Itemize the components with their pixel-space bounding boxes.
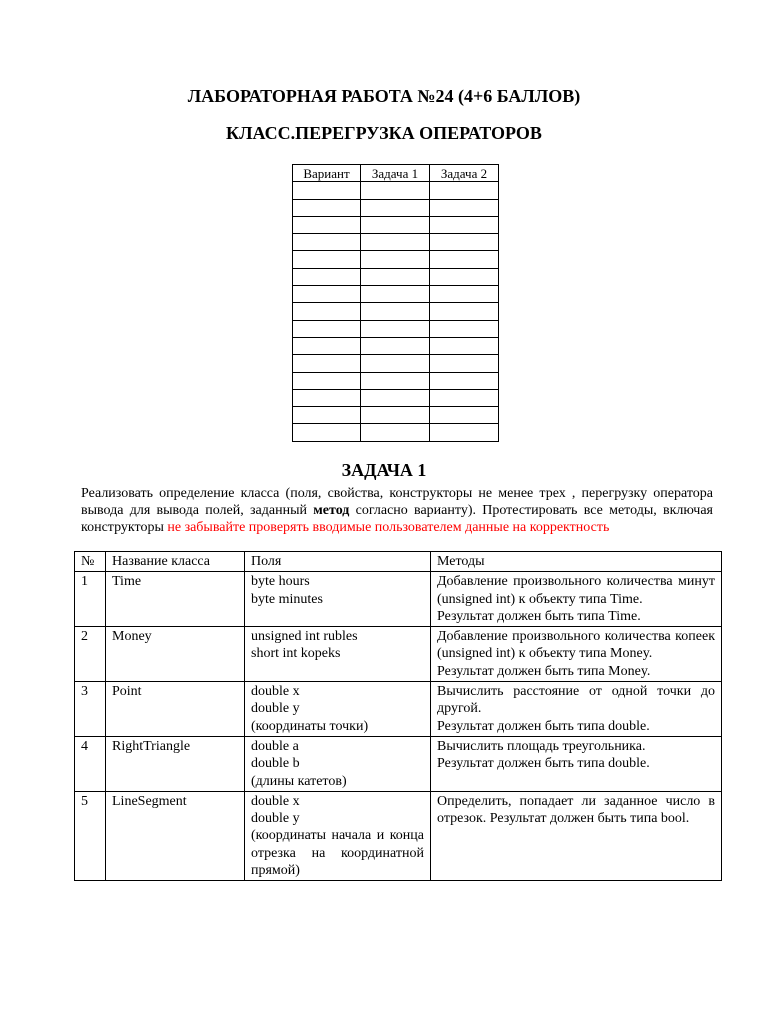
row-class-name: RightTriangle (106, 736, 245, 791)
task1-intro (81, 485, 713, 536)
variant-cell (361, 355, 430, 372)
variant-row (293, 251, 499, 268)
row-methods (431, 572, 722, 627)
method-line: Результат должен быть типа Time. (437, 608, 641, 624)
field-line: (координаты точки) (251, 718, 369, 734)
variant-header-task1: Задача 1 (361, 165, 430, 182)
variant-cell (293, 407, 361, 424)
task1-header-row (75, 552, 722, 572)
method-line: Определить, попадает ли заданное число в отрезок. Результат должен быть типа bool. (437, 793, 715, 827)
variant-cell (361, 182, 430, 199)
method-line: Добавление произвольного количества минут (unsigned int) к объекту типа Time. (437, 574, 715, 607)
variant-cell (293, 320, 361, 337)
table-row (75, 627, 722, 682)
variant-row (293, 320, 499, 337)
variant-cell (361, 303, 430, 320)
page-title: ЛАБОРАТОРНАЯ РАБОТА №24 (4+6 БАЛЛОВ) (187, 86, 581, 106)
variant-cell (293, 303, 361, 320)
variant-cell (430, 424, 499, 441)
task1-heading: ЗАДАЧА 1 (341, 460, 427, 480)
intro-text-1: Реализовать определение класса (поля, свойства, конструкторы не менее трех , перегрузку оператора вывода для вывода полей, заданный (81, 486, 713, 518)
row-fields (245, 682, 431, 737)
row-class-name: Money (106, 627, 245, 682)
variant-cell (361, 320, 430, 337)
variant-row (293, 337, 499, 354)
row-class-name: Point (106, 682, 245, 737)
variant-cell (293, 337, 361, 354)
variant-table (292, 164, 499, 442)
variant-row (293, 216, 499, 233)
field-line: double x (251, 793, 300, 809)
field-line: byte minutes (251, 591, 323, 607)
variant-cell (293, 234, 361, 251)
method-line: Вычислить расстояние от одной точки до другой. (437, 684, 715, 717)
variant-cell (430, 234, 499, 251)
row-methods (431, 682, 722, 737)
variant-cell (430, 199, 499, 216)
variant-cell (430, 372, 499, 389)
variant-row (293, 286, 499, 303)
variant-cell (361, 424, 430, 441)
method-line: Результат должен быть типа Money. (437, 663, 651, 679)
variant-cell (430, 303, 499, 320)
variant-header-variant: Вариант (293, 165, 361, 182)
row-num: 2 (75, 627, 106, 682)
variant-cell (430, 407, 499, 424)
variant-row (293, 268, 499, 285)
variant-cell (430, 182, 499, 199)
field-line: double b (251, 756, 300, 772)
row-num: 5 (75, 791, 106, 880)
variant-row (293, 303, 499, 320)
variant-cell (430, 389, 499, 406)
variant-cell (293, 199, 361, 216)
method-line: Добавление произвольного количества копеек (unsigned int) к объекту типа Money. (437, 629, 715, 662)
variant-cell (293, 372, 361, 389)
method-line: Результат должен быть типа double. (437, 718, 650, 734)
row-num: 4 (75, 736, 106, 791)
header-name: Название класса (106, 552, 245, 572)
variant-row (293, 424, 499, 441)
variant-cell (430, 286, 499, 303)
variant-row (293, 355, 499, 372)
variant-cell (430, 216, 499, 233)
table-row (75, 682, 722, 737)
page-subtitle: КЛАСС.ПЕРЕГРУЗКА ОПЕРАТОРОВ (226, 123, 542, 143)
task1-table (74, 551, 722, 881)
variant-cell (361, 389, 430, 406)
field-line: double y (251, 701, 300, 717)
variant-row (293, 199, 499, 216)
row-methods (431, 627, 722, 682)
variant-header-task2: Задача 2 (430, 165, 499, 182)
row-methods (431, 736, 722, 791)
variant-cell (430, 355, 499, 372)
row-num: 1 (75, 572, 106, 627)
variant-cell (293, 286, 361, 303)
field-line: double y (251, 811, 300, 827)
variant-row (293, 234, 499, 251)
table-row (75, 736, 722, 791)
field-line: double x (251, 684, 300, 700)
row-class-name: LineSegment (106, 791, 245, 880)
variant-cell (361, 372, 430, 389)
row-methods (431, 791, 722, 880)
field-line: short int kopeks (251, 646, 341, 662)
variant-row (293, 372, 499, 389)
method-line: Вычислить площадь треугольника. (437, 738, 646, 754)
variant-cell (293, 355, 361, 372)
intro-warning: не забывайте проверять вводимые пользователем данные на корректность (167, 520, 610, 535)
variant-cell (293, 216, 361, 233)
header-methods: Методы (431, 552, 722, 572)
variant-cell (430, 268, 499, 285)
row-fields (245, 572, 431, 627)
row-fields (245, 791, 431, 880)
variant-row (293, 389, 499, 406)
variant-cell (361, 286, 430, 303)
method-line: Результат должен быть типа double. (437, 756, 650, 772)
row-fields (245, 627, 431, 682)
field-line: (координаты начала и конца отрезка на координатной прямой) (251, 828, 424, 879)
variant-cell (361, 268, 430, 285)
field-line: double a (251, 738, 299, 754)
row-num: 3 (75, 682, 106, 737)
variant-cell (293, 251, 361, 268)
variant-cell (430, 320, 499, 337)
variant-cell (293, 182, 361, 199)
variant-cell (361, 234, 430, 251)
row-fields (245, 736, 431, 791)
variant-cell (361, 337, 430, 354)
intro-text-2: согласно варианту). Протестировать все методы, включая конструкторы (81, 503, 714, 535)
variant-cell (293, 424, 361, 441)
variant-row (293, 407, 499, 424)
variant-cell (361, 216, 430, 233)
variant-cell (293, 268, 361, 285)
variant-cell (361, 199, 430, 216)
row-class-name: Time (106, 572, 245, 627)
variant-cell (293, 389, 361, 406)
variant-cell (361, 407, 430, 424)
variant-header-row (293, 165, 499, 182)
variant-cell (430, 337, 499, 354)
table-row (75, 572, 722, 627)
header-num: № (75, 552, 106, 572)
field-line: byte hours (251, 574, 310, 590)
variant-cell (361, 251, 430, 268)
variant-row (293, 182, 499, 199)
field-line: (длины катетов) (251, 773, 347, 789)
variant-cell (430, 251, 499, 268)
field-line: unsigned int rubles (251, 629, 358, 645)
table-row (75, 791, 722, 880)
intro-bold-method: метод (313, 503, 350, 518)
header-fields: Поля (245, 552, 431, 572)
